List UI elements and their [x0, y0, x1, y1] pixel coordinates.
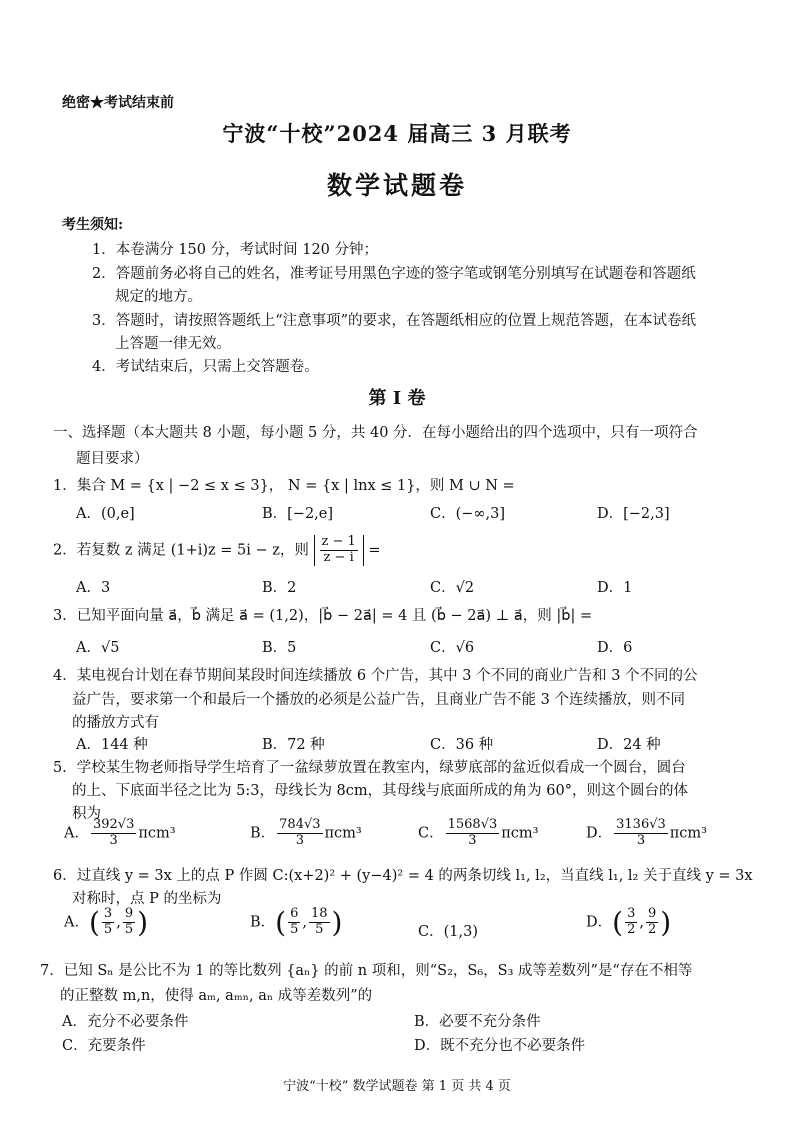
- q6-option-a-rparen: ): [137, 906, 149, 939]
- q6-option-b-lparen: (: [275, 906, 287, 939]
- q7-option-b: B．必要不充分条件: [414, 1014, 541, 1030]
- question-5-line-1: 5．学校某生物老师指导学生培育了一盆绿萝放置在教室内，绿萝底部的盆近似看成一个圆台，圆台: [53, 760, 686, 776]
- page-footer: 宁波“十校” 数学试题卷 第 1 页 共 4 页: [283, 1079, 511, 1094]
- q6-option-a-y: [123, 907, 135, 938]
- q5-option-d: [586, 818, 707, 849]
- question-6-line-2: 对称时，点 P 的坐标为: [72, 891, 222, 907]
- q2-stem-text: 2．若复数 z 满足 (1+i)z = 5i − z，则: [53, 542, 309, 559]
- notice-item-1: 1．本卷满分 150 分，考试时间 120 分钟；: [92, 242, 379, 258]
- q6-option-d-y: [646, 907, 658, 938]
- q6-option-b-label: B．: [250, 914, 276, 931]
- notice-item-2: 2．答题前务必将自己的姓名，准考证号用黑色字迹的签字笔或钢笔分别填写在试题卷和答题纸: [92, 266, 696, 282]
- q3-option-d: D．6: [597, 640, 633, 656]
- q5-option-a-label: A．: [64, 825, 89, 842]
- q4-option-a: A．144 种: [76, 737, 148, 753]
- q2-fraction: [320, 535, 358, 566]
- q6-option-d-x-num: 3: [627, 906, 636, 922]
- q1-option-b: B．[−2,e]: [262, 506, 334, 522]
- q6-option-a-label: A．: [64, 914, 89, 931]
- q6-option-c: [418, 920, 478, 941]
- question-7-line-1: 7．已知 Sₙ 是公比不为 1 的等比数列 {aₙ} 的前 n 项和，则“S₂，S₆，S₃ 成等差数列”是“存在不相等: [40, 963, 693, 979]
- q6-option-b-rparen: ): [331, 906, 343, 939]
- notice-item-2-cont: 规定的地方。: [115, 289, 202, 305]
- q2-option-c: C．√2: [430, 580, 475, 596]
- q5-option-d-fraction: [614, 818, 668, 849]
- q6-option-b: B．( $\frac{6}{5}$ , $\frac{18}{5}$ ): [250, 906, 343, 939]
- q5-option-a: [64, 818, 176, 849]
- q2-fraction-num: z − 1: [321, 534, 356, 549]
- q1-option-a: A．(0,e]: [76, 506, 135, 522]
- q6-option-a-x-num: 3: [103, 906, 113, 922]
- q5-option-c-label: C．: [418, 825, 444, 842]
- q6-option-d: D．( $\frac{3}{2}$ , $\frac{9}{2}$ ): [586, 906, 672, 939]
- q6-option-a-x: [102, 907, 114, 938]
- section-heading: 一、选择题（本大题共 8 小题，每小题 5 分，共 40 分．在每小题给出的四个选项中，只有一项符合: [53, 425, 698, 441]
- question-1-stem: 1．集合 M = {x | −2 ≤ x ≤ 3}， N = {x | lnx ≤ 1}，则 M ∪ N =: [53, 478, 515, 494]
- question-5-line-2: 的上、下底面半径之比为 5:3，母线长为 8cm，其母线与底面所成的角为 60°，则这个圆台的体: [72, 783, 688, 799]
- q5-option-a-unit: πcm³: [138, 825, 176, 842]
- q2-modulus: [314, 535, 364, 566]
- q5-option-d-den: 3: [636, 832, 646, 848]
- exam-subtitle: 数学试题卷: [326, 171, 467, 200]
- question-4-line-3: 的播放方式有: [72, 715, 159, 731]
- question-4-line-2: 益广告，要求第一个和最后一个播放的必须是公益广告，且商业广告不能 3 个连续播放，则不同: [72, 692, 685, 708]
- q5-option-d-num: 3136√3: [616, 817, 666, 832]
- notice-item-3-cont: 上答题一律无效。: [115, 336, 231, 352]
- question-5-line-3: 积为: [72, 806, 101, 822]
- q5-option-d-label: D．: [586, 825, 613, 842]
- q5-option-b-unit: πcm³: [324, 825, 362, 842]
- q1-option-d: D．[−2,3]: [597, 506, 670, 522]
- q6-option-d-lparen: (: [612, 906, 624, 939]
- q6-option-b-y-num: 18: [310, 906, 328, 922]
- q6-option-d-x-den: 2: [627, 922, 636, 937]
- q2-option-a: A．3: [76, 580, 111, 596]
- question-7-line-2: 的正整数 m,n，使得 aₘ, aₘₙ, aₙ 成等差数列”的: [60, 988, 373, 1004]
- q5-option-a-den: 3: [109, 832, 118, 848]
- q3-option-c: C．√6: [430, 640, 475, 656]
- q7-option-a: A．充分不必要条件: [62, 1014, 189, 1030]
- q6-option-b-x: [288, 907, 300, 938]
- q5-option-c-fraction: [446, 818, 500, 849]
- q5-option-c: [418, 818, 538, 849]
- q6-option-a: A．( $\frac{3}{5}$ , $\frac{9}{5}$ ): [64, 906, 149, 939]
- q6-option-a-lparen: (: [88, 906, 100, 939]
- q6-option-c-label: C．: [418, 924, 444, 940]
- q5-option-b-den: 3: [295, 832, 304, 848]
- q5-option-b-num: 784√3: [279, 817, 321, 832]
- q6-option-a-y-den: 5: [124, 922, 134, 937]
- q6-option-d-y-num: 9: [647, 906, 657, 922]
- q6-option-c-text: (1,3): [443, 924, 478, 940]
- q5-option-c-unit: πcm³: [501, 825, 539, 842]
- q6-option-d-rparen: ): [660, 906, 672, 939]
- q6-option-a-x-den: 5: [103, 922, 113, 937]
- q6-option-b-y-den: 5: [315, 922, 324, 937]
- q5-option-b-label: B．: [250, 825, 276, 842]
- q5-option-a-num: 392√3: [92, 817, 135, 832]
- q6-option-b-x-num: 6: [290, 906, 299, 922]
- q5-option-d-unit: πcm³: [669, 825, 707, 842]
- question-3-stem: 3．已知平面向量 a⃗，b⃗ 满足 a⃗ = (1,2)，|b⃗ − 2a⃗| = 4 且 (b⃗ − 2a⃗) ⊥ a⃗，则 |b⃗| =: [53, 608, 593, 624]
- q5-option-a-fraction: [91, 818, 136, 849]
- section-heading-cont: 题目要求）: [76, 451, 149, 467]
- q2-option-b: B．2: [262, 580, 297, 596]
- q4-option-b: B．72 种: [262, 737, 325, 753]
- volume-heading: 第 I 卷: [368, 388, 426, 409]
- q2-option-d: D．1: [597, 580, 633, 596]
- q5-option-c-den: 3: [468, 832, 477, 848]
- q4-option-c: C．36 种: [430, 737, 494, 753]
- q7-option-c: C．充要条件: [62, 1038, 146, 1054]
- exam-title: 宁波“十校”2024 届高三 3 月联考: [222, 121, 572, 146]
- q5-option-b-fraction: [277, 818, 322, 849]
- q3-option-a: A．√5: [76, 640, 120, 656]
- q6-option-d-label: D．: [586, 914, 613, 931]
- q6-option-d-y-den: 2: [647, 922, 657, 937]
- q5-option-c-num: 1568√3: [447, 817, 498, 832]
- confidential-label: 绝密★考试结束前: [62, 95, 174, 111]
- q5-option-b: [250, 818, 362, 849]
- question-6-line-1: 6．过直线 y = 3x 上的点 P 作圆 C:(x+2)² + (y−4)² = 4 的两条切线 l₁, l₂，当直线 l₁, l₂ 关于直线 y = 3x: [53, 868, 753, 884]
- q6-option-b-x-den: 5: [290, 922, 299, 937]
- q3-option-b: B．5: [262, 640, 297, 656]
- question-2-stem: [53, 535, 381, 566]
- q2-fraction-den: z − i: [323, 549, 354, 565]
- q4-option-d: D．24 种: [597, 737, 661, 753]
- question-4-line-1: 4．某电视台计划在春节期间某段时间连续播放 6 个广告，其中 3 个不同的商业广告和 3 个不同的公: [53, 668, 698, 684]
- notice-heading: 考生须知:: [62, 217, 124, 233]
- q6-option-d-x: [625, 907, 637, 938]
- notice-item-3: 3．答题时，请按照答题纸上“注意事项”的要求，在答题纸相应的位置上规范答题，在本试卷纸: [92, 313, 697, 329]
- q7-option-d: D．既不充分也不必要条件: [414, 1038, 586, 1054]
- q2-stem-end: =: [368, 542, 381, 559]
- q6-option-a-y-num: 9: [124, 906, 134, 922]
- q6-option-b-y: [309, 907, 330, 938]
- notice-item-4: 4．考试结束后，只需上交答题卷。: [92, 359, 319, 375]
- q1-option-c: C．(−∞,3]: [430, 506, 505, 522]
